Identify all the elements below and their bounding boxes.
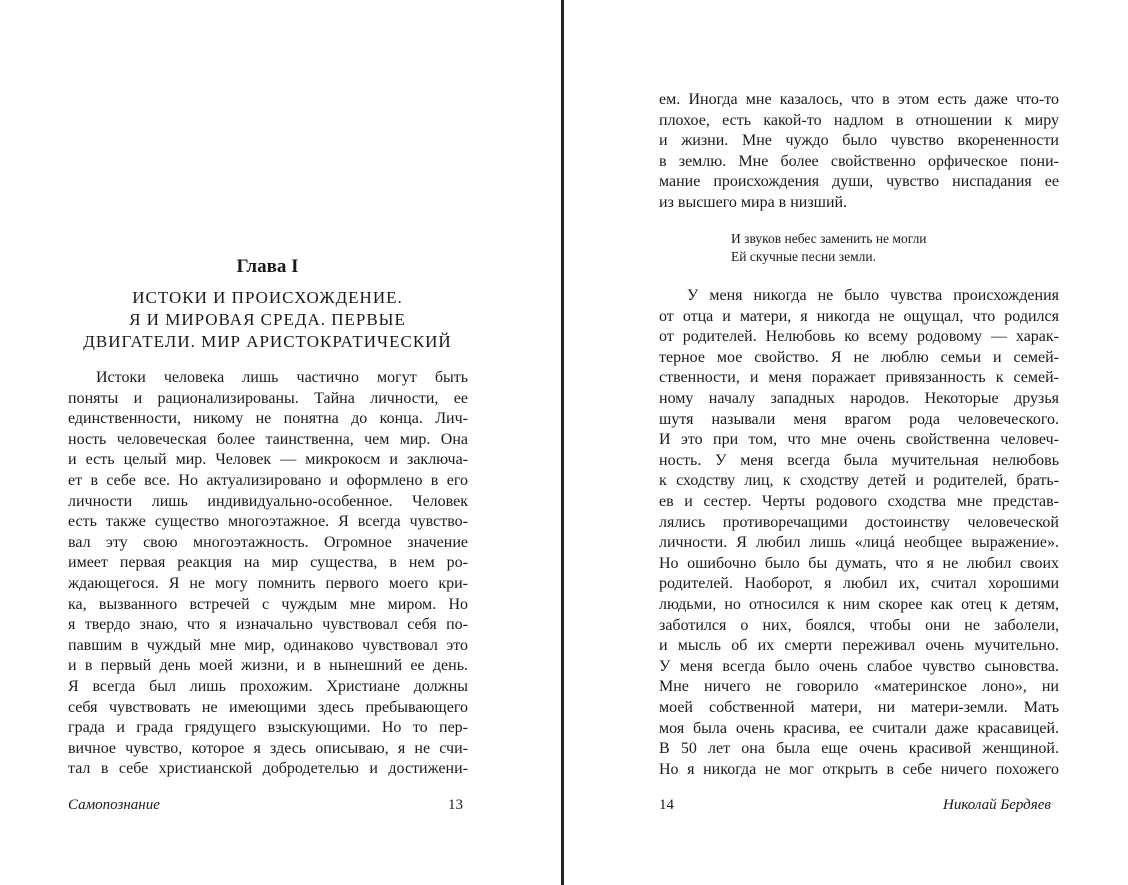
- chapter-title-line: ИСТОКИ И ПРОИСХОЖДЕНИЕ.: [132, 288, 403, 307]
- text-line: тал в себе христианской добродетелью и достижени-: [68, 760, 468, 778]
- text-line: заботился о них, боялся, чтобы они не заболели,: [659, 616, 1059, 634]
- text-line: я твердо знаю, что я изначально чувствовал себя по-: [68, 616, 468, 634]
- verse-line: И звуков небес заменить не могли: [731, 231, 927, 246]
- page-number-left: 13: [448, 797, 463, 813]
- text-line: и жизни. Мне чуждо было чувство вкорененности: [659, 132, 1059, 150]
- text-line: У меня никогда не было чувства происхождения: [687, 287, 1059, 304]
- text-line: от отца и матери, я никогда не ощущал, что родился: [659, 307, 1059, 325]
- text-line: и мысль об их смерти переживал очень мучительно.: [659, 637, 1059, 655]
- text-line: ственности, и меня поражает привязанность к семей-: [659, 369, 1059, 387]
- text-line: шутя называли меня врагом рода человеческого.: [659, 410, 1059, 428]
- text-line: В 50 лет она была еще очень красивой женщиной.: [659, 740, 1059, 758]
- text-line: плохое, есть какой-то надлом в отношении к миру: [659, 111, 1059, 129]
- chapter-heading: Глава I: [236, 256, 299, 277]
- text-line: имеет первая реакция на мир существа, в нем ро-: [68, 554, 468, 572]
- verse-line: Ей скучные песни земли.: [731, 249, 876, 264]
- chapter-title-line: Я И МИРОВАЯ СРЕДА. ПЕРВЫЕ: [129, 310, 406, 329]
- text-line: Я всегда был лишь прохожим. Христиане должны: [68, 678, 468, 695]
- text-line: поняты и рационализированы. Тайна личности, ее: [68, 389, 468, 407]
- page-gutter: [561, 0, 564, 885]
- text-line: от родителей. Нелюбовь ко всему родовому — харак-: [659, 328, 1059, 346]
- page-number-right: 14: [659, 797, 674, 813]
- text-line: себя чувствовать не имеющими здесь пребывающего: [68, 698, 468, 716]
- text-line: павшим в чуждый мне мир, одинаково чувствовал это: [68, 636, 468, 654]
- text-line: есть также существо многоэтажное. Я всегда чувство-: [68, 513, 468, 531]
- text-line: из высшего мира в низший.: [659, 194, 848, 211]
- text-line: вал эту свою многоэтажность. Огромное значение: [68, 533, 468, 551]
- text-line: ка, вызванного встречей с чуждым мне миром. Но: [68, 595, 468, 613]
- text-line: и в первый день моей жизни, и в нынешний ее день.: [68, 657, 468, 675]
- chapter-title-line: ДВИГАТЕЛИ. МИР АРИСТОКРАТИЧЕСКИЙ: [83, 332, 452, 351]
- text-line: Но ошибочно было бы думать, что я не любил своих: [659, 554, 1059, 572]
- footer-author: Николай Бердяев: [943, 797, 1051, 813]
- text-line: Истоки человека лишь частично могут быть: [96, 369, 468, 386]
- text-line: вичное чувство, которое я здесь описываю, я не счи-: [68, 739, 468, 757]
- text-line: ному началу западных народов. Некоторые друзья: [659, 390, 1059, 407]
- text-line: Мне ничего не говорило «материнское лоно», ни: [659, 678, 1059, 696]
- text-line: моя была очень красива, ее считали даже красавицей.: [659, 719, 1059, 737]
- text-line: людьми, но относился к ним скорее как отец к детям,: [659, 596, 1059, 613]
- text-line: ев и сестер. Черты родового сходства мне представ-: [659, 493, 1059, 510]
- text-line: ем. Иногда мне казалось, что в этом есть даже что-то: [659, 91, 1059, 108]
- text-line: моей собственной матери, ни матери-земли. Мать: [659, 699, 1059, 716]
- text-line: и есть целый мир. Человек — микрокосм и заключа-: [68, 451, 468, 469]
- text-line: единственности, никому не понятна до конца. Лич-: [68, 410, 468, 428]
- text-line: ность. У меня всегда была мучительная нелюбовь: [659, 451, 1059, 469]
- text-line: ждающегося. Я не могу помнить первого моего кри-: [68, 575, 468, 592]
- text-line: Но я никогда не мог открыть в себе ничего похожего: [659, 760, 1059, 778]
- text-line: личности. Я любил лишь «лицá необщее выражение».: [659, 534, 1059, 552]
- text-line: града и града грядущего взыскующими. Но то пер-: [68, 719, 468, 737]
- text-line: У меня всегда было очень слабое чувство сыновства.: [659, 657, 1059, 675]
- footer-book-title: Самопознание: [68, 797, 160, 813]
- text-line: к сходству лиц, к сходству детей и родителей, брать-: [659, 472, 1059, 490]
- text-line: лялись противоречащими достоинству человеческой: [659, 513, 1059, 531]
- text-line: ность человеческая более таинственна, чем мир. Она: [68, 430, 468, 448]
- text-line: личности лишь индивидуально-особенное. Человек: [68, 492, 468, 510]
- text-line: родителей. Наоборот, я любил их, считал хорошими: [659, 575, 1059, 593]
- left-page: [0, 0, 562, 885]
- right-page: [566, 0, 1128, 885]
- text-line: мание происхождения души, чувство ниспадания ее: [659, 173, 1059, 191]
- text-line: И это при том, что мне очень свойственна человеч-: [659, 431, 1059, 449]
- text-line: в землю. Мне более свойственно орфическое пони-: [659, 152, 1059, 170]
- text-line: ет в себе все. Но актуализировано и оформлено в его: [68, 472, 468, 489]
- text-line: терное мое свойство. Я не люблю семьи и семей-: [659, 348, 1059, 366]
